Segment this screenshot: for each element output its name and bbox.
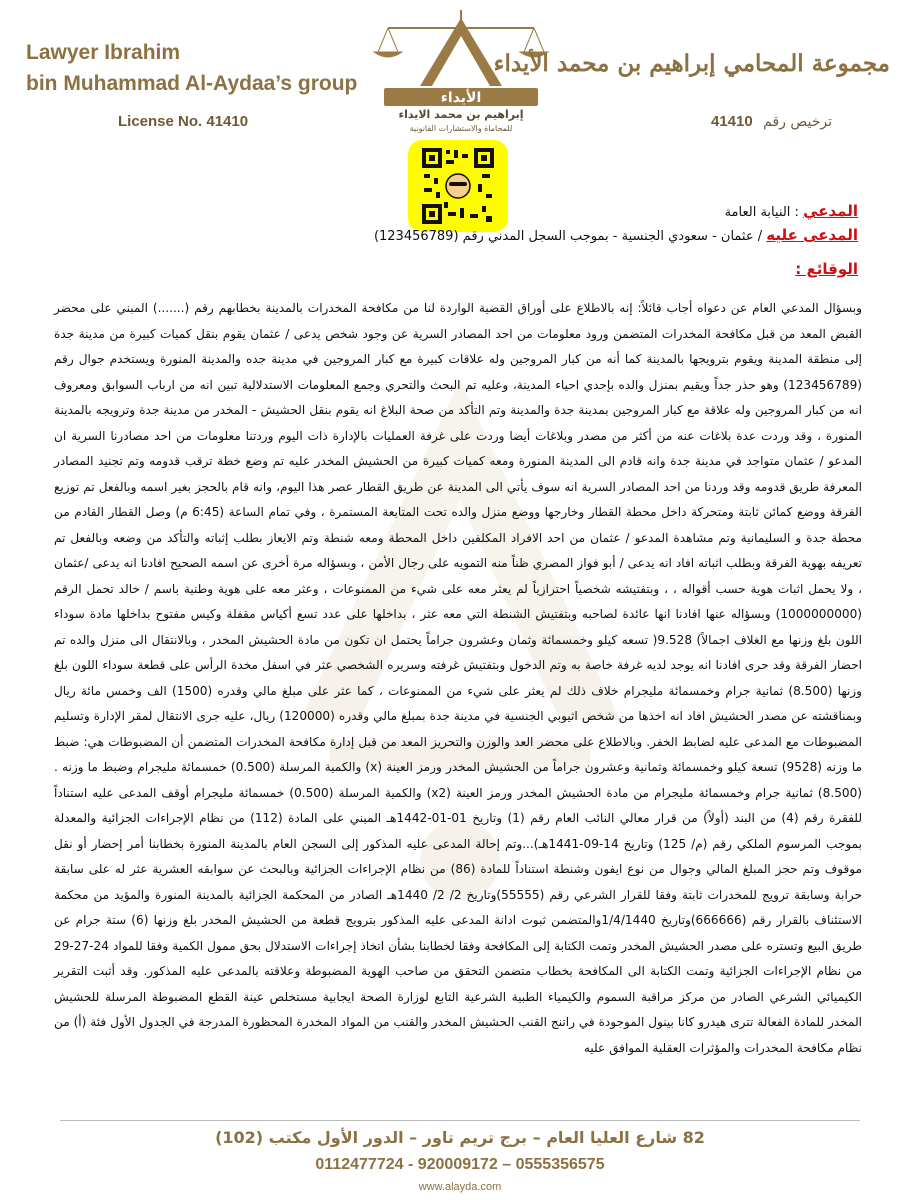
defendant-value: / عثمان - سعودي الجنسية - بموجب السجل المدني رقم (123456789): [373, 229, 763, 244]
defendant-label: المدعى عليه: [766, 226, 858, 244]
footer-divider: [60, 1120, 860, 1121]
footer-phones: 0112477724 - 920009172 – 0555356575: [315, 1156, 605, 1173]
footer-website[interactable]: www.alayda.com: [418, 1181, 502, 1193]
plaintiff-value: : النيابة العامة: [724, 205, 799, 220]
arabic-license: [711, 113, 832, 130]
plaintiff-label: المدعي: [803, 202, 858, 220]
arabic-firm-name: مجموعة المحامي إبراهيم بن محمد الأيداء: [493, 50, 890, 77]
footer: [0, 1120, 920, 1200]
defendant-line: [58, 224, 858, 248]
english-license: License No. 41410: [118, 113, 249, 130]
logo-subtitle: للمحاماة والاستشارات القانونية: [409, 124, 513, 133]
plaintiff-line: [58, 200, 858, 224]
english-name-line2: bin Muhammad Al-Aydaa’s group: [26, 72, 358, 95]
facts-heading: [58, 258, 858, 282]
case-parties: [58, 200, 858, 282]
arabic-license-label: ترخيص رقم: [763, 114, 832, 130]
english-firm-name: [26, 40, 357, 98]
footer-address: 82 شارع العليا العام – برج تريم تاور – الدور الأول مكتب (102): [215, 1128, 705, 1147]
logo-wordmark: الأيداء: [440, 90, 482, 106]
english-name-line1: Lawyer Ibrahim: [26, 41, 181, 64]
logo-name: إبراهيم بن محمد الايداء: [398, 108, 524, 121]
facts-body: وبسؤال المدعي العام عن دعواه أجاب قائلاً: إنه بالاطلاع على أوراق القضية الواردة لنا من مكافحة المخدرات بالمدينة بخطابهم رقم (.......) المبني على محضر القبض المعد من قبل مكافحة المخدرات المتضمن ورود معلومات من احد المصادر السرية عن وجود شخص يدعى / عثمان يقوم بنقل كميات كبيرة من مدينة جدة إلى منطقة المدينة ويقوم بترويجها بالمدينة كما أنه من كبار المروجين وله علاقات كبيرة مع كبار المروجين في مدينة جده والمدينة المنورة ويستخدم جوال رقم (123456789) وهو حذر جداً ويقيم بمنزل والده بإحدي احياء المدينة، وعليه تم البحث والتحري وجمع المعلومات الاستدلالية تبين انه من ارباب السوابق ومعروف انه من كبار المروجين وله علاقة مع كبار المروجين بمدينة جدة والمدينة وتم التأكد من صحة البلاغ انه يقوم بنقل الحشيش - المخدر من مدينة جدة وترويجه بالمدينة المنورة ، وقد وردت عدة بلاغات عنه من أكثر من مصدر وبلاغات أيضا وردت على غرفة العمليات بالإدارة ذات اليوم وردتنا معلومات من احد مصادرنا السرية ان المدعو / عثمان متواجد في مدينة جدة وانه قادم الى المدينة المنورة ومعه كميات كبيرة من الحشيش المخدر عليه تم وضع خطة ترقب قدومه وتم تجنيد المصادر المعرفة طريق قدومه وقد وردنا من احد المصادر السرية انه سوف يأتي الى المدينة عن طريق القطار عصر هذا اليوم، وانه قام بالحجز بغير اسمه وبالفعل تم توزيع الفرقة ووضع كمائن ثابتة ومتحركة داخل محطة القطار وخارجها ووضع منزل والده تحت المتابعة المستمرة ، وفي تمام الساعة (6:45 م) وصل القطار القادم من محطة جدة و السليمانية وتم مشاهدة المدعو / عثمان من احد الافراد المكلفين داخل المحطة ومعه شنطة وتم الايعاز بطلب إثباته والتأكد من وضعه وبالفعل تم تعريفه بهوية الفرقة وبطلب اثباته افاد انه يدعى / أبو فواز المصري ظناً منه التمويه على رجال الأمن ، وبسؤاله مرة أخرى عن اسمه الصحيح افادنا انه يدعى /عثمان ، ولا يحمل اثبات هوية حسب أقواله ، ، وبتفتيشه شخصياً احترازياً لم يعثر معه على شيء من الممنوعات ، وعثر معه على هوية وطنية باسم / خالد تحمل الرقم (1000000000) وبسؤاله عنها افادنا انها عائدة لصاحبه وبتفتيش الشنطة التي معه عثر ، بداخلها على عدد تسع أكياس مقفلة وكيس مفتوح بداخلها مادة سوداء اللون بلغ وزنها مع الغلاف اجمالاً) 9.528( تسعه كيلو وخمسمائة وثمان وعشرون جراماً يحتمل ان تكون من مادة الحشيش المخدر ، وبالانتقال الى منزل والده تم احضار الفرقة وقد حرى افادنا انه يوجد لديه غرفة خاصة به وتم الدخول وبتفتيش غرفته وسريره الشخصي عثر في اسفل مخدة الرأس على قطعة سوداء اللون بلغ وزنها (8.500) ثمانية جرام وخمسمائة مليجرام خلاف ذلك لم يعثر على شيء من الممنوعات ، كما عثر على مبلغ مالي وقدره (1500) الف وخمس مائة ريال وبمناقشته عن مصدر الحشيش افاد انه اخذها من شخص اثيوبي الجنسية في مدينة جدة بمبلغ مالي وقدره (120000) ريال، عليه جرى الانتقال لمقر الإدارة وتسليم المضبوطات مع المدعى عليه لضابط الخفر. وبالاطلاع على محضر العد والوزن والتحريز المعد من قبل إدارة مكافحة المخدرات المتضمن أن المضبوطات هي: ضبط ما وزنه (9528) تسعة كيلو وخمسمائة وثمانية وعشرون جراماً من الحشيش المخدر ورمز العينة (x) والكمية المرسلة (0.500) خمسمائة مليجرام وضبط ما وزنه . (8.500) ثمانية جرام وخمسمائة مليجرام من مادة الحشيش المخدر ورمز العينة (x2) والكمية المرسلة (0.500) خمسمائة مليجرام أوقف المدعى عليه استناداً للفقرة رقم (4) من البند (أولاً) من قرار معالي النائب العام رقم (1) وتاريخ 01-01-1442هـ المبني على المادة (112) من نظام الإجراءات الجزائية والمعدلة بموجب المرسوم الملكي رقم (م/ 125) وتاريخ 14-09-1441هـ)...وتم إحالة المدعى عليه المذكور إلى السجن العام بالمدينة المنورة بخطابنا أمر إحضار أو نقل موقوف وتم حجز المبلغ المالي وجوال من نوع ايفون وشنطة استناداً للمادة (86) من نظام الإجراءات الجزائية وبالبحث عن سوابقه العشرية عثر له على سابقة حرابة وسابقة ترويج للمخدرات ثابتة وفقا للقرار الشرعي رقم (55555)وتاريخ 2/ 2/ 1440هـ الصادر من المحكمة الجزائية بالمدينة المنورة والمؤيد من محكمة الاستئناف بالقرار رقم (666666)وتاريخ 1/4/1440والمتضمن ثبوت ادانة المدعى عليه المذكور بترويج قطعة من الحشيش المخدر بلغ وزنها (6) ستة جرام عن طريق البيع وتستره على مصدر الحشيش المخدر وتمت الكتابة إلى المكافحة وفقا لخطابنا بشأن اتخاذ إجراءات الاستدلال بحق ممول الكمية وفقا للمواد 24-27-29 من نظام الإجراءات الجزائية وتمت الكتابة الى المكافحة بخطاب متضمن التحقق من صاحب الهوية المضبوطة وعلاقته بالمدعى عليه المذكور. وقد أثبت التقرير الكيميائي الشرعي الصادر من مركز مراقبة السموم والكيمياء الطبية الشرعية التابع لوزارة الصحة ايجابية مستخلص عينة القطع المضبوطة المرسلة للحشيش المخدر للمادة الفعالة تترى هيدرو كانا بينول الموجودة في راتنج القنب الحشيش المخدر والقنب من المواد المخدرة المحظورة المدرجة في الجدول الأول فئة (أ) من نظام مكافحة المخدرات والمؤثرات العقلية الموافق عليه: [54, 301, 863, 1055]
letterhead: [0, 0, 920, 140]
facts-label: الوقائع :: [795, 260, 858, 278]
arabic-license-number: 41410: [710, 113, 753, 130]
